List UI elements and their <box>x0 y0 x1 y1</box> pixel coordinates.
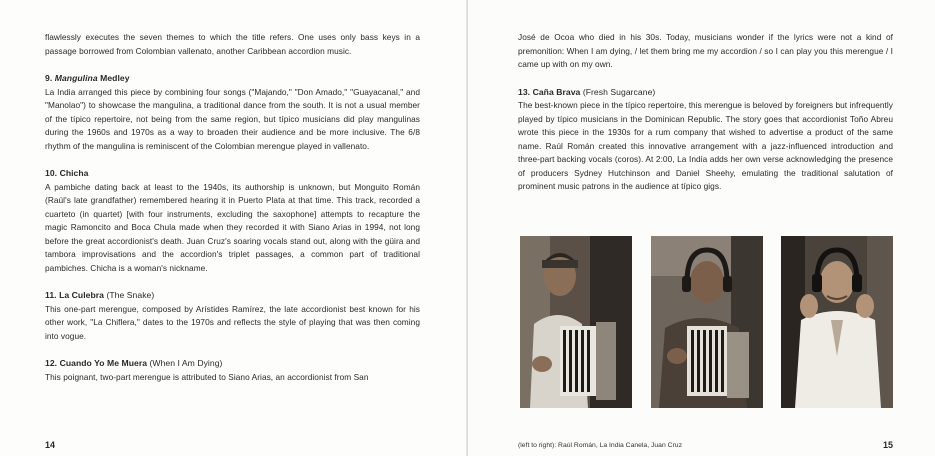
section-subtitle: (The Snake) <box>106 290 155 300</box>
section-heading <box>45 357 420 371</box>
section-number: 13. <box>518 86 531 97</box>
section-number: 10. <box>45 168 58 178</box>
photo-caption: (left to right): Raúl Román, La India Canela, Juan Cruz <box>518 442 682 449</box>
section-title: Caña Brava <box>532 86 581 97</box>
photo-accordionist-with-headphones <box>651 236 763 408</box>
section-body: A pambiche dating back at least to the 1940s, its authorship is unknown, but Monguito Román (Raúl's late grandfather) remembered hearing it in Puerto Plata at that time. This track, recorded a cuarteto (in quartet) [with four instruments, excluding the saxophone] attempts to recapture the magic Ramoncito and Boca Chula made when they recorded it with Siano Arias in 1994, not long before the great accordionist's death. Juan Cruz's soaring vocals stand out, along with the güira and tambora improvisations and the accordion's triplet passages, a common part of traditional pambiches. Chicha is a woman's nickname. <box>45 181 420 273</box>
page-number: 14 <box>45 440 56 450</box>
section-title: La Culebra <box>59 290 104 300</box>
section-body: This poignant, two-part merengue is attributed to Siano Arias, an accordionist from San <box>45 371 369 382</box>
section-heading <box>518 86 893 100</box>
section-body: This one-part merengue, composed by Arístides Ramírez, the late accordionist best known for his other work, "La Chiflera," dates to the 1970s and reflects the style of playing that was then coming into vogue. <box>45 303 420 341</box>
section-number: 9. <box>45 73 53 83</box>
page-number: 15 <box>882 440 893 450</box>
right-page <box>468 0 935 456</box>
photo-singer-with-headphones <box>781 236 893 408</box>
section-title: Mangulina <box>54 73 98 83</box>
photo-accordionist-with-cap <box>520 236 632 408</box>
photo-image <box>520 236 632 408</box>
intro-paragraph: José de Ocoa who died in his 30s. Today, musicians wonder if the lyrics were not a kind of premonition: When I am dying, / let them bring me my accordion / so I can play you this merengue / I came up with on my own. <box>518 32 893 69</box>
section-title: Cuando Yo Me Muera <box>59 358 148 368</box>
intro-paragraph: flawlessly executes the seven themes to which the title refers. One uses only bass keys in a passage borrowed from Colombian vallenato, another Caribbean accordion music. <box>45 32 420 56</box>
section-body: The best-known piece in the típico repertoire, this merengue is beloved by foreigners but infrequently played by típico musicians in the Dominican Republic. The story goes that accordionist Toño Abreu wrote this piece in the 1930s for a rum company that wished to advertise a product of the same name. Raúl Román created this innovative arrangement with a jazz-influenced introduction and three-part backing vocals (coros). At 2:00, La India adds her own verse acknowledging the presence of producers Sydney Hutchinson and Daniel Sheehy, emulating the traditional salutation of prominent music patrons in the audience at típico gigs. <box>518 100 893 191</box>
photo-strip <box>520 236 893 408</box>
section-subtitle: Medley <box>100 73 130 83</box>
section-number: 11. <box>45 290 57 300</box>
section-subtitle: (When I Am Dying) <box>149 358 223 368</box>
section-heading <box>45 72 420 86</box>
photo-image <box>781 236 893 408</box>
section-heading <box>45 289 420 303</box>
right-text-column <box>518 31 893 194</box>
left-text-column <box>45 31 420 384</box>
section-body: La India arranged this piece by combining four songs ("Majando," "Don Amado," "Guayacanal," and "Manolao") to showcase the mangulina, a traditional dance from the south. It is not a usual member of the típico repertoire, not being from the same region, but típico musicians did play mangulinas during the 1960s and 1970s as a way to broaden their audience and be more inclusive. The 6/8 rhythm of the mangulina is reminiscent of the Colombian merengue played in vallenato. <box>45 86 420 151</box>
section-title: Chicha <box>59 168 89 178</box>
photo-image <box>651 236 763 408</box>
section-heading <box>45 167 420 181</box>
section-subtitle: (Fresh Sugarcane) <box>582 86 656 97</box>
section-number: 12. <box>45 358 58 368</box>
